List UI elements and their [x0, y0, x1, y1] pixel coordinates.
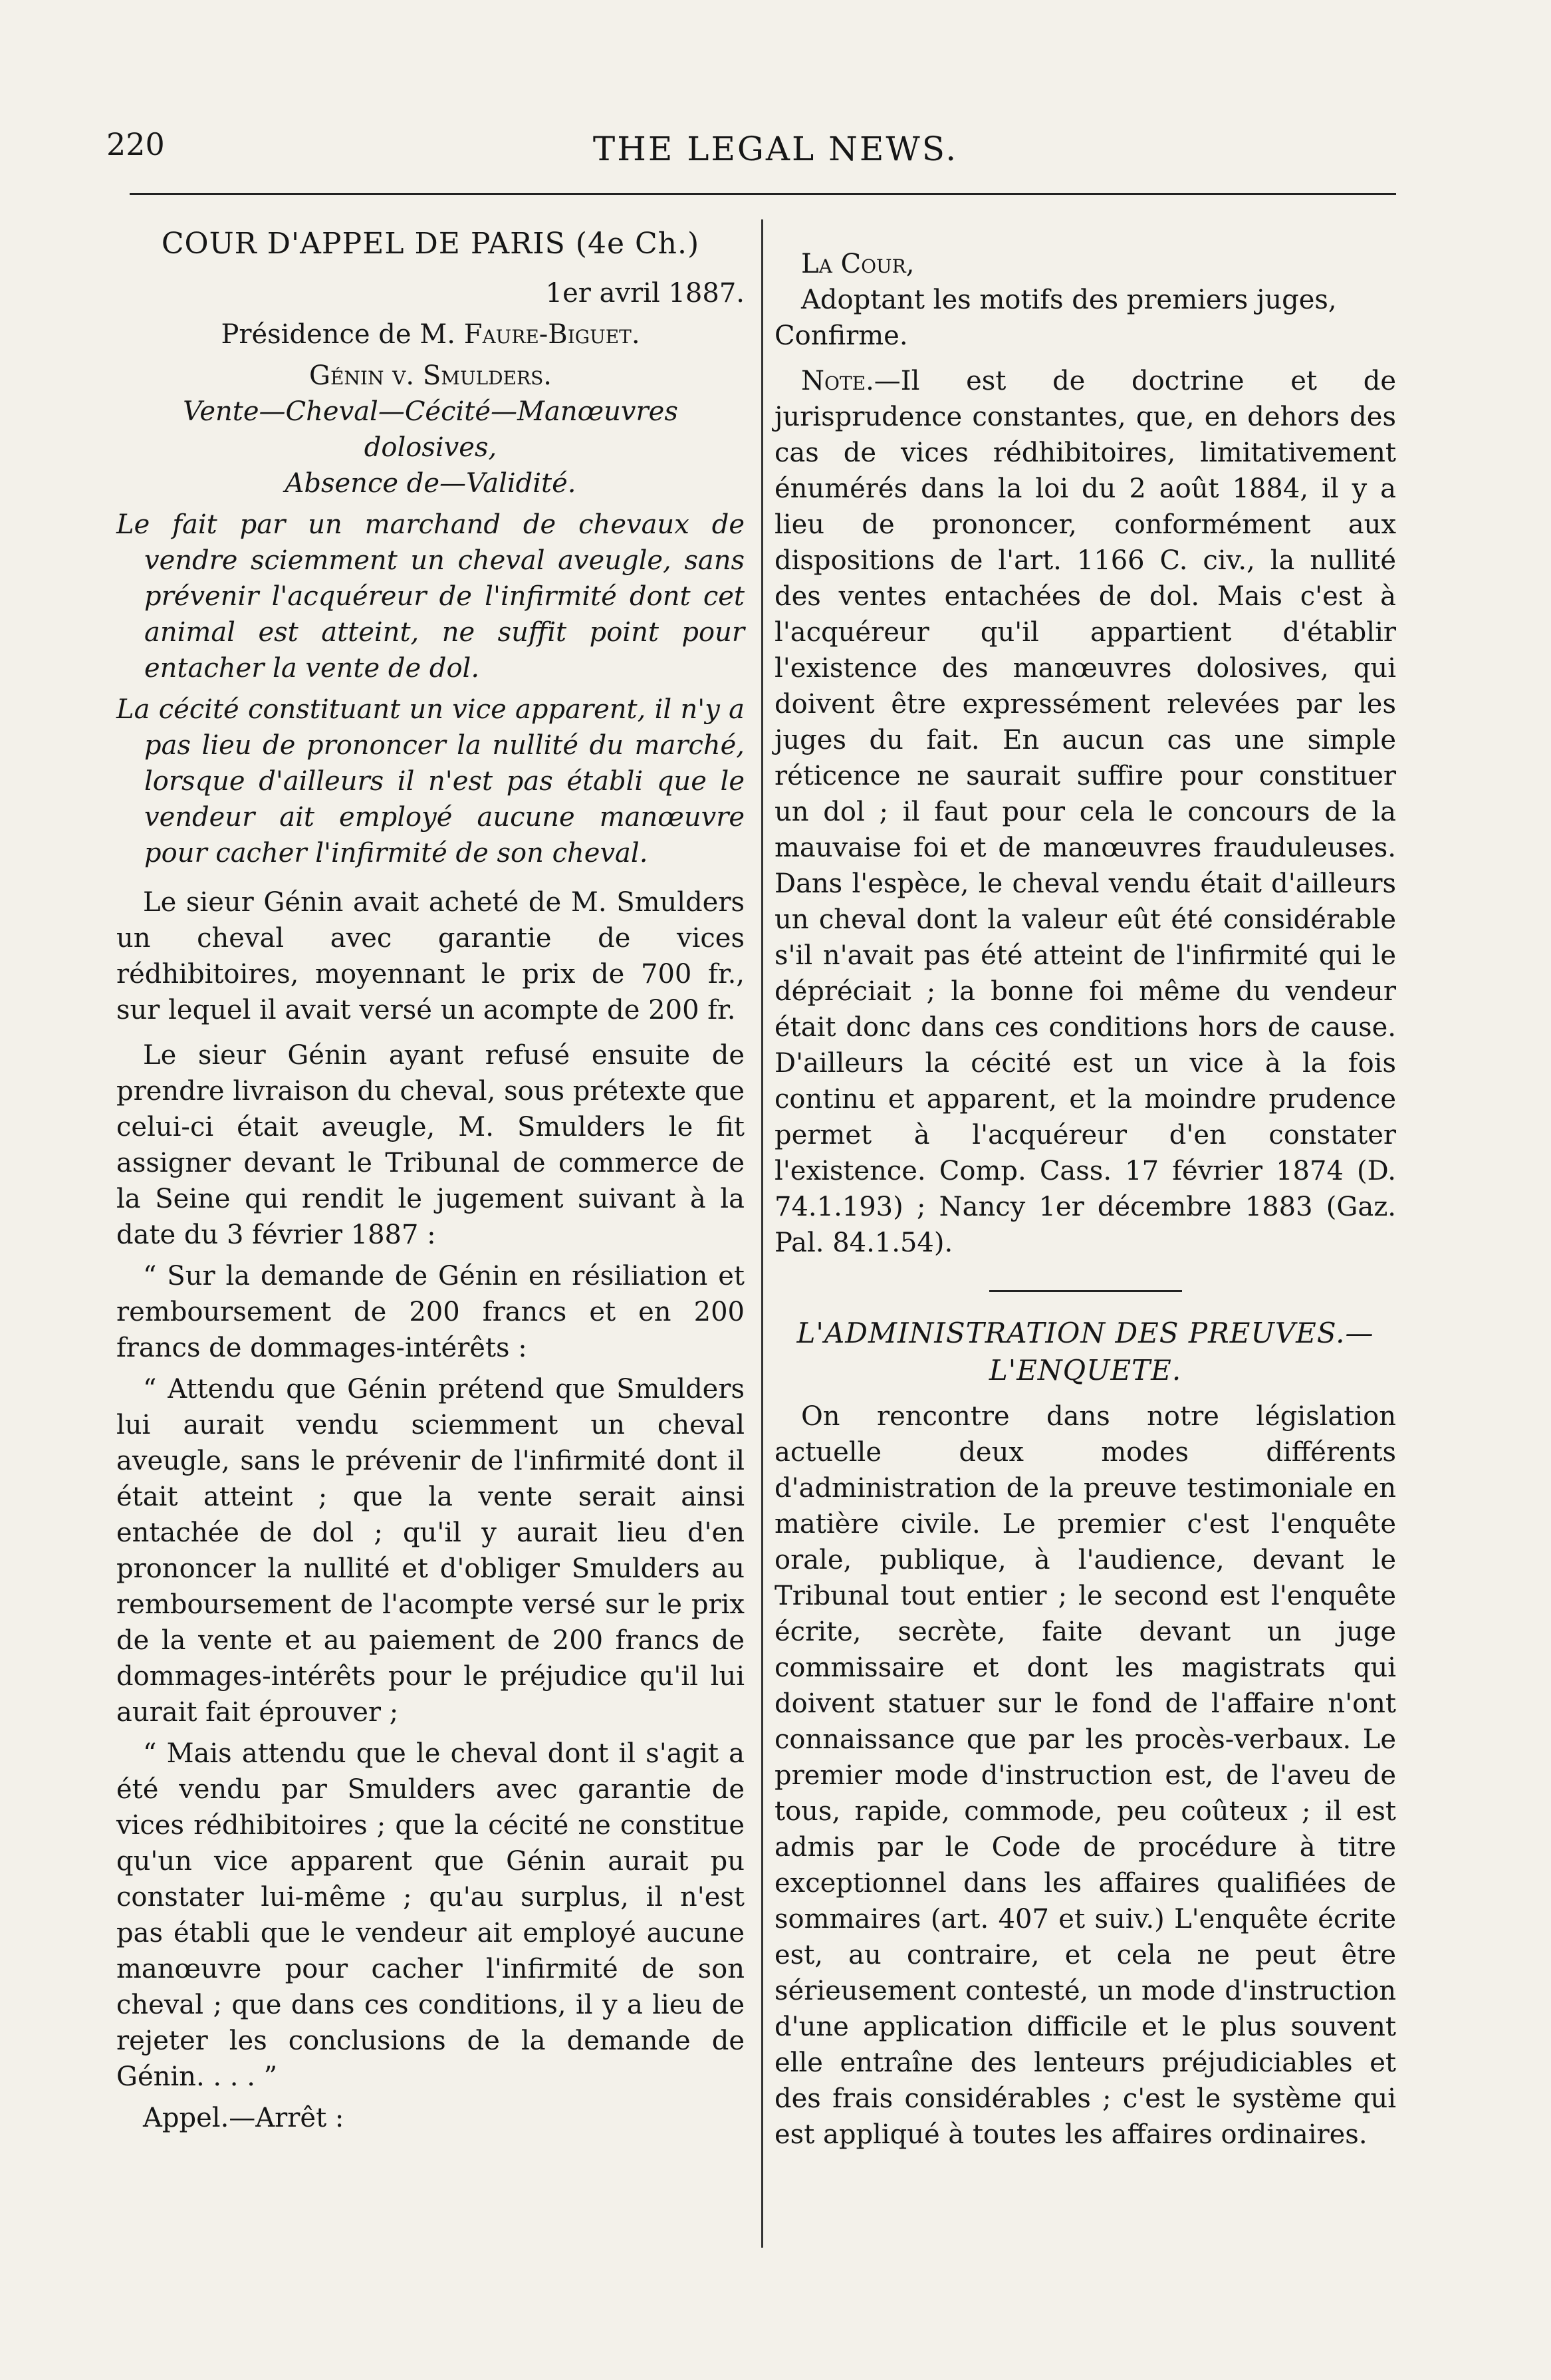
section-title-line-2: L'ENQUETE.: [989, 1354, 1182, 1387]
presidence-name: Faure-Biguet.: [463, 319, 640, 350]
body-paragraph-3: “ Sur la demande de Génin en résiliation et remboursement de 200 francs et en 200 francs de dommages-intérêts :: [116, 1261, 745, 1363]
body-paragraph-4: “ Attendu que Génin prétend que Smulders lui aurait vendu sciemment un cheval aveugle, sans le prévenir de l'infirmité dont il était atteint ; que la vente serait ainsi entachée de dol ; qu'il y aurait lieu d'en prononcer la nullité et d'obliger Smulders au remboursement de l'acompte versé sur le prix de la vente et au paiement de 200 francs de dommages-intérêts pour le préjudice qu'il lui aurait fait éprouver ;: [116, 1374, 745, 1728]
court-heading: COUR D'APPEL DE PARIS (4e Ch.): [161, 227, 700, 261]
la-cour: La Cour,: [801, 249, 915, 279]
running-title: THE LEGAL NEWS.: [592, 130, 959, 168]
adoptant-line: Adoptant les motifs des premiers juges,: [801, 285, 1337, 315]
confirme-line: Confirme.: [775, 321, 908, 351]
note-text: —Il est de doctrine et de jurisprudence constantes, que, en dehors des cas de vices rédhibitoires, limitativement énumérés dans la loi du 2 août 1884, il y a lieu de prononcer, conformément aux dispositions de l'art. 1166 C. civ., la nullité des ventes entachées de dol. Mais c'est à l'acquéreur qu'il appartient d'établir l'existence des manœuvres dolosives, qui doivent être expressément relevées par les juges du fait. En aucun cas une simple réticence ne saurait suffire pour constituer un dol ; il faut pour cela le concours de la mauvaise foi et de manœuvres frauduleuses. Dans l'espèce, le cheval vendu était d'ailleurs un cheval dont la valeur eût été considérable s'il n'avait pas été atteint de l'infirmité qui le dépréciait ; la bonne foi même du vendeur était donc dans ces conditions hors de cause. D'ailleurs la cécité est un vice à la fois continu et apparent, et la moindre prudence permet à l'acquéreur d'en constater l'existence. Comp. Cass. 17 février 1874 (D. 74.1.193) ; Nancy 1er décembre 1883 (Gaz. Pal. 84.1.54).: [775, 366, 1396, 1258]
presidence-line: [116, 317, 745, 352]
case-parties: Génin v. Smulders.: [309, 360, 552, 391]
body-paragraph-1: Le sieur Génin avait acheté de M. Smulders un cheval avec garantie de vices rédhibitoires, moyennant le prix de 700 fr., sur lequel il avait versé un acompte de 200 fr.: [116, 887, 745, 1025]
decision-date: 1er avril 1887.: [545, 278, 745, 309]
note-label: Note.: [801, 366, 874, 396]
syllabus-paragraph-2: La cécité constituant un vice apparent, il n'y a pas lieu de prononcer la nullité du marché, lorsque d'ailleurs il n'est pas établi que le vendeur ait employé aucune manœuvre pour cacher l'infirmité de son cheval.: [116, 694, 745, 868]
page-number: 220: [106, 126, 165, 162]
body-paragraph-2: Le sieur Génin ayant refusé ensuite de prendre livraison du cheval, sous prétexte que celui-ci était aveugle, M. Smulders le fit assigner devant le Tribunal de commerce de la Seine qui rendit le jugement suivant à la date du 3 février 1887 :: [116, 1040, 745, 1250]
left-column: [116, 226, 745, 2136]
keywords-line-2: Absence de—Validité.: [285, 468, 576, 499]
right-column: [775, 226, 1396, 2153]
article-paragraph: On rencontre dans notre législation actuelle deux modes différents d'administration de la preuve testimoniale en matière civile. Le premier c'est l'enquête orale, publique, à l'audience, devant le Tribunal tout entier ; le second est l'enquête écrite, secrète, faite devant un juge commissaire et dont les magistrats qui doivent statuer sur le fond de l'affaire n'ont connaissance que par les procès-verbaux. Le premier mode d'instruction est, de l'aveu de tous, rapide, commode, peu coûteux ; il est admis par le Code de procédure à titre exceptionnel dans les affaires qualifiées de sommaires (art. 407 et suiv.) L'enquête écrite est, au contraire, et cela ne peut être sérieusement contesté, un mode d'instruction d'une application difficile et le plus souvent elle entraîne des lenteurs préjudiciables et des frais considérables ; c'est le système qui est appliqué à toutes les affaires ordinaires.: [775, 1401, 1396, 2150]
section-title-line-1: L'ADMINISTRATION DES PREUVES.—: [796, 1317, 1374, 1349]
body-paragraph-5: “ Mais attendu que le cheval dont il s'agit a été vendu par Smulders avec garantie de vices rédhibitoires ; que la cécité ne constitue qu'un vice apparent que Génin aurait pu constater lui-même ; qu'au surplus, il n'est pas établi que le vendeur ait employé aucune manœuvre pour cacher l'infirmité de son cheval ; que dans ces conditions, il y a lieu de rejeter les conclusions de la demande de Génin. . . . ”: [116, 1738, 745, 2092]
note-paragraph: [775, 363, 1396, 1261]
appel-line: Appel.—Arrêt :: [143, 2103, 344, 2133]
header-rule: [130, 193, 1396, 195]
syllabus-paragraph-1: Le fait par un marchand de chevaux de vendre sciemment un cheval aveugle, sans prévenir l'acquéreur de l'infirmité dont cet animal est atteint, ne suffit point pour entacher la vente de dol.: [116, 509, 745, 684]
presidence-prefix: Présidence de M.: [221, 319, 455, 350]
section-divider: [989, 1290, 1182, 1292]
keywords-line-1: Vente—Cheval—Cécité—Manœuvres dolosives,: [183, 396, 678, 463]
column-divider: [761, 219, 763, 2248]
